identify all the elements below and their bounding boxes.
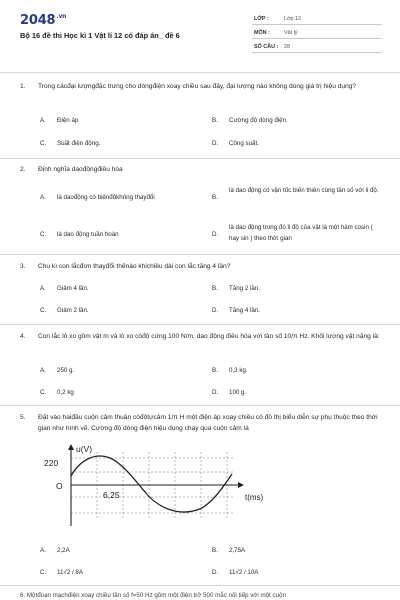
meta-row-subject [252, 28, 382, 39]
option-text: Tăng 4 lần. [229, 307, 260, 314]
option-text: 100 g. [229, 389, 247, 396]
question-number: 1. [20, 83, 26, 90]
option-text: là dao động có vận tốc biến thiên cùng tần số với li độ. [229, 187, 379, 194]
meta-value: Vật lý [284, 30, 298, 36]
question-divider [0, 158, 400, 159]
question-divider [0, 585, 400, 586]
question-divider [0, 324, 400, 325]
option-label: A. [40, 117, 46, 124]
option-label: C. [40, 569, 47, 576]
option-text: là dao động tuần hoàn [57, 231, 119, 238]
option-text: Công suất. [229, 140, 259, 147]
option-text: là daođộng có biênđộkhông thayđổi [57, 194, 155, 201]
question-text: Đặt vào haiđầu cuộn cảm thuần cóđộtựcảm 1/π H một điện áp xoay chiều có đồ thị biểu diễn sự phụ thuộc theo thời gian như hình vẽ. Cường độ dòng điện hiệu dụng chạy qua cuộn cảm là [38, 414, 378, 432]
document-title: Bộ 16 đề thi Học kì 1 Vật lí 12 có đáp án_ đề 6 [20, 31, 180, 40]
option-text: Giảm 2 lần. [57, 307, 89, 314]
option-label: C. [40, 231, 47, 238]
voltage-time-graph [40, 442, 280, 528]
option-label: D. [212, 307, 219, 314]
option-text: Tăng 2 lần. [229, 285, 260, 292]
meta-row-class [252, 14, 382, 25]
option-text: 0,3 kg. [229, 367, 248, 374]
question-divider [0, 405, 400, 406]
option-label: D. [212, 140, 219, 147]
option-text: 250 g. [57, 367, 75, 374]
option-label: B. [212, 285, 218, 292]
site-logo[interactable] [20, 13, 66, 28]
x-axis-label: t(ms) [245, 493, 264, 502]
option-label: A. [40, 285, 46, 292]
y-axis-label: u(V) [76, 444, 93, 454]
question-divider [0, 254, 400, 255]
question-text: Trong cácđại lượngđặc trưng cho dòngđiện xoay chiều sau đây, đại lượng nào không dùng giá trị hiệu dụng? [38, 83, 357, 90]
meta-key: LỚP : [254, 16, 269, 22]
option-text: là dao động trong đó li độ của vật là một hàm cosin ( hay sin ) theo thời gian [229, 224, 373, 242]
question-number: 3. [20, 263, 26, 270]
question-number: 5. [20, 414, 26, 421]
option-label: B. [212, 547, 218, 554]
option-label: D. [212, 389, 219, 396]
x-tick-label: 6,25 [103, 490, 120, 500]
option-label: A. [40, 194, 46, 201]
option-label: C. [40, 307, 47, 314]
option-label: B. [212, 194, 218, 201]
graph-grid [71, 452, 235, 520]
y-axis-arrow [68, 444, 74, 450]
question-6-partial: 6. Mộtđoạn mạchđiện xoay chiều tần số f=50 Hz gồm một điện trở 500 mắc nối tiếp với một cuộn [20, 592, 286, 599]
question-number: 2. [20, 166, 26, 173]
option-text: 11√2 / 10A [229, 569, 259, 576]
option-label: D. [212, 569, 219, 576]
document-header [0, 0, 400, 74]
option-label: B. [212, 117, 218, 124]
option-text: 11√2 / 8A [57, 569, 83, 576]
question-number: 4. [20, 333, 26, 340]
logo-suffix: .vn [56, 13, 67, 20]
option-label: B. [212, 367, 218, 374]
option-label: C. [40, 140, 47, 147]
question-text: Chu kì con lắcđơn thayđổi thếnào khichiều dài con lắc tăng 4 lần? [38, 263, 231, 270]
x-axis-arrow [238, 482, 244, 488]
logo-main: 2048 [20, 13, 56, 28]
voltage-curve [71, 456, 232, 512]
option-text: 0,2 kg [57, 389, 74, 396]
meta-key: SỐ CÂU : [254, 44, 279, 50]
option-text: 2,2A [57, 547, 70, 554]
meta-value: Lớp 12 [284, 16, 302, 22]
meta-value: 28 [284, 44, 290, 50]
header-divider [0, 72, 400, 73]
option-text: Điện áp [57, 117, 79, 124]
option-label: D. [212, 231, 219, 238]
question-text: Định nghĩa daođộngđiều hòa [38, 166, 123, 173]
option-label: A. [40, 547, 46, 554]
question-text: Con lắc lò xo gồm vật m và lò xo cóđộ cứng 100 N/m, dao động điều hòa với tần số 10/π Hz. Khối lượng vật nặng là: [38, 333, 380, 340]
option-label: C. [40, 389, 47, 396]
meta-key: MÔN : [254, 30, 270, 36]
meta-row-count [252, 42, 382, 53]
origin-label: O [56, 481, 63, 491]
option-label: A. [40, 367, 46, 374]
option-text: Giảm 4 lần. [57, 285, 89, 292]
option-text: Suất điện động. [57, 140, 101, 147]
option-text: 2,75A [229, 547, 246, 554]
y-tick-label: 220 [44, 458, 59, 468]
option-text: Cường độ dòng điện. [229, 117, 288, 124]
